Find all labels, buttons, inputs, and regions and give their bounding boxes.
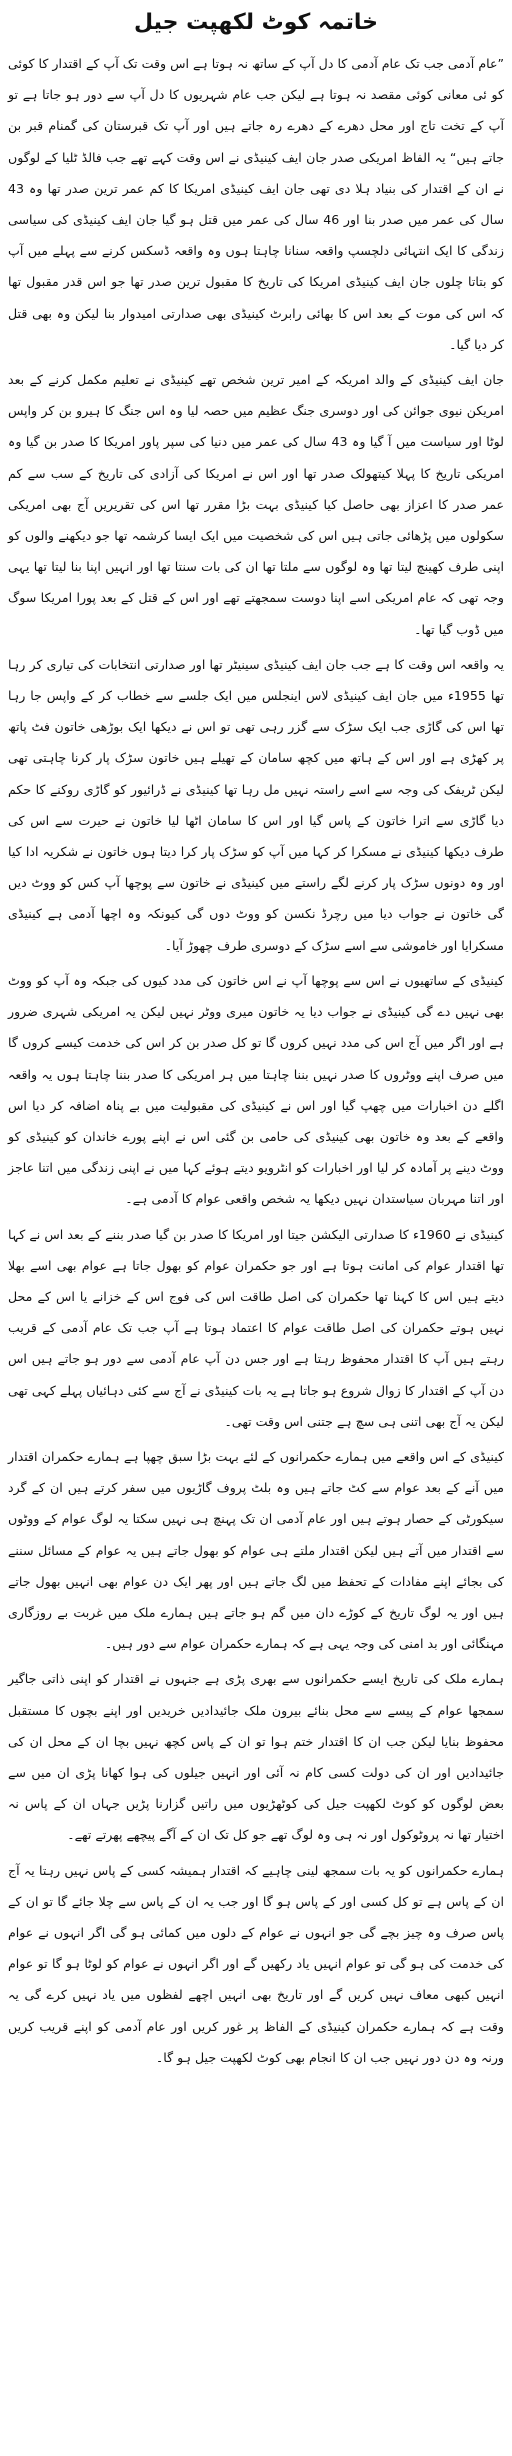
paragraph-4: کینیڈی کے ساتھیوں نے اس سے پوچھا آپ نے اس خاتون کی مدد کیوں کی جبکہ وہ آپ کو ووٹ بھی نہیں دے گی کینیڈی نے جواب دیا یہ خاتون میری ووٹر نہیں لیکن یہ امریکی شہری ضرور ہے اور اگر میں آج اس کی مدد نہیں کروں گا تو کل صدر بن کر اس کی خدمت کیسے کروں گا میں صرف اپنے ووٹروں کا صدر نہیں بننا چاہتا میں ہر امریکی کا صدر بننا چاہتا ہوں یہ واقعہ اگلے دن اخبارات میں چھپ گیا اور اس نے کینیڈی کی مقبولیت میں بے پناہ اضافہ کر دیا اس واقعے کے بعد وہ خاتون بھی کینیڈی کی حامی بن گئی اس نے اپنے پورے خاندان کو کینیڈی کو ووٹ دینے پر آمادہ کر لیا اور اخبارات کو انٹرویو دیتے ہوئے کہا میں نے اپنی زندگی میں اتنا عاجز اور اتنا مہربان سیاستدان نہیں دیکھا یہ شخص واقعی عوام کا آدمی ہے۔ bbox=[8, 972, 504, 1207]
paragraph-6: کینیڈی کے اس واقعے میں ہمارے حکمرانوں کے لئے بہت بڑا سبق چھپا ہے ہمارے حکمران اقتدار میں آنے کے بعد عوام سے کٹ جاتے ہیں وہ بلٹ پروف گاڑیوں میں سفر کرتے ہیں ان کے گرد سیکورٹی کے حصار ہوتے ہیں اور عام آدمی ان تک پہنچ ہی نہیں سکتا یہ لوگ عوام کے ووٹوں سے اقتدار میں آتے ہیں لیکن اقتدار ملتے ہی عوام کو بھول جاتے ہیں یہ عوام کے مسائل سننے کی بجائے اپنے مفادات کے تحفظ میں لگ جاتے ہیں اور پھر ایک دن عوام بھی انہیں بھول جاتے ہیں اور یہ لوگ تاریخ کے کوڑے دان میں گم ہو جاتے ہیں ہمارے ملک میں غربت بے روزگاری مہنگائی اور بد امنی کی وجہ یہی ہے کہ ہمارے حکمران عوام سے دور ہیں۔ bbox=[8, 1448, 504, 1652]
article-body bbox=[8, 48, 504, 2073]
paragraph-8: ہمارے حکمرانوں کو یہ بات سمجھ لینی چاہیے کہ اقتدار ہمیشہ کسی کے پاس نہیں رہتا یہ آج ان کے پاس ہے تو کل کسی اور کے پاس ہو گا اور جب یہ ان کے پاس سے چلا جائے گا تو ان کے پاس صرف وہ چیز بچے گی جو انہوں نے عوام کے دلوں میں کمائی ہو گی اگر انہوں نے عوام کی خدمت کی ہو گی تو عوام انہیں یاد رکھیں گے اور اگر انہوں نے عوام کو لوٹا ہو گا تو عوام انہیں کبھی معاف نہیں کریں گے اور تاریخ بھی انہیں اچھے لفظوں میں یاد نہیں کرے گی یہ وقت ہے کہ ہمارے حکمران کینیڈی کے الفاظ پر غور کریں اور عام آدمی کو اپنے قریب کریں ورنہ وہ دن دور نہیں جب ان کا انجام بھی کوٹ لکھپت جیل ہو گا۔ bbox=[8, 1862, 504, 2065]
paragraph-7: ہمارے ملک کی تاریخ ایسے حکمرانوں سے بھری پڑی ہے جنہوں نے اقتدار کو اپنی ذاتی جاگیر سمجھا عوام کے پیسے سے محل بنائے بیرون ملک جائیدادیں خریدیں اور اپنے بچوں کا مستقبل محفوظ بنایا لیکن جب ان کا اقتدار ختم ہوا تو ان کے پاس کچھ نہیں بچا ان کے محل ان کی جائیدادیں اور ان کی دولت کسی کام نہ آئی اور انہیں جیلوں کی ہوا کھانا پڑی ان میں سے بعض لوگوں کو کوٹ لکھپت جیل کی کوٹھڑیوں میں راتیں گزارنا پڑیں جہاں ان کے پاس نہ اختیار تھا نہ پروٹوکول اور نہ ہی وہ لوگ تھے جو کل تک ان کے آگے پیچھے پھرتے تھے۔ bbox=[8, 1671, 504, 1843]
paragraph-2: جان ایف کینیڈی کے والد امریکہ کے امیر ترین شخص تھے کینیڈی نے تعلیم مکمل کرنے کے بعد امریکن نیوی جوائن کی اور دوسری جنگ عظیم میں حصہ لیا وہ اس جنگ کا ہیرو بن کر واپس لوٹا اور سیاست میں آ گیا وہ 43 سال کی عمر میں دنیا کی سپر پاور امریکا کا صدر بن گیا وہ امریکی تاریخ کا پہلا کیتھولک صدر تھا اور اس نے امریکا کی آزادی کی تاریخ کے سب سے کم عمر صدر کا اعزاز بھی حاصل کیا کینیڈی بہت بڑا مقرر تھا اس کی تقریریں آج بھی امریکی سکولوں میں پڑھائی جاتی ہیں اس کی شخصیت میں ایک ایسا کرشمہ تھا جو دیکھنے والوں کو اپنی طرف کھینچ لیتا تھا وہ لوگوں سے ملتا تھا ان کی بات سنتا تھا اور انہیں اپنا بنا لیتا تھا یہی وجہ تھی کہ عام امریکی اسے اپنا دوست سمجھتے تھے اور اس کے قتل کے بعد پورا امریکا سوگ میں ڈوب گیا تھا۔ bbox=[8, 372, 504, 637]
article-title: خاتمہ کوٹ لکھپت جیل bbox=[133, 10, 378, 35]
paragraph-3: یہ واقعہ اس وقت کا ہے جب جان ایف کینیڈی سینیٹر تھا اور صدارتی انتخابات کی تیاری کر رہا تھا 1955ء میں جان ایف کینیڈی لاس اینجلس میں ایک جلسے سے خطاب کر کے واپس جا رہا تھا اس کی گاڑی جب ایک سڑک سے گزر رہی تھی تو اس نے دیکھا ایک بوڑھی خاتون فٹ پاتھ پر کھڑی ہے اور اس کے ہاتھ میں کچھ سامان کے تھیلے ہیں خاتون سڑک پار کرنا چاہتی تھی لیکن ٹریفک کی وجہ سے اسے راستہ نہیں مل رہا تھا کینیڈی نے ڈرائیور کو گاڑی روکنے کا حکم دیا گاڑی سے اترا خاتون کے پاس گیا اور اس کا سامان اٹھا لیا خاتون نے حیرت سے اس کی طرف دیکھا کینیڈی نے مسکرا کر کہا میں آپ کو سڑک پار کرا دیتا ہوں خاتون نے شکریہ ادا کیا اور وہ دونوں سڑک پار کرنے لگے راستے میں کینیڈی نے خاتون سے پوچھا آپ کس کو ووٹ دیں گی خاتون نے جواب دیا میں رچرڈ نکسن کو ووٹ دوں گی کیونکہ وہ اچھا آدمی ہے کینیڈی مسکرایا اور خاموشی سے اسے سڑک کے دوسری طرف چھوڑ آیا۔ bbox=[8, 656, 504, 953]
paragraph-1: ”عام آدمی جب تک عام آدمی کا دل آپ کے ساتھ نہ ہوتا ہے اس وقت تک آپ کے اقتدار کا کوئی کو ئی معانی کوئی مقصد نہ ہوتا ہے لیکن جب عام شہریوں کا دل آپ سے دور ہو جاتا ہے تو آپ کے تخت تاج اور محل دھرے کے دھرے رہ جاتے ہیں اور آپ تک قبرستان کی گمنام قبر بن جاتے ہیں“ یہ الفاظ امریکی صدر جان ایف کینیڈی نے اس وقت کہے تھے جب فالڈ ٹلیا کے لوگوں نے ان کے اقتدار کی بنیاد ہلا دی تھی جان ایف کینیڈی امریکا کا کم عمر ترین صدر تھا وہ 43 سال کی عمر میں صدر بنا اور 46 سال کی عمر میں قتل ہو گیا جان ایف کینیڈی کی سیاسی زندگی کا ایک انتہائی دلچسپ واقعہ سنانا چاہتا ہوں وہ واقعہ ڈسکس کرنے سے پہلے میں آپ کو بتاتا چلوں جان ایف کینیڈی امریکا کی تاریخ کا مقبول ترین صدر تھا جو اس قدر مقبول تھا کہ اس کی موت کے بعد اس کا بھائی رابرٹ کینیڈی بھی صدارتی امیدوار بنا لیکن وہ بھی قتل کر دیا گیا۔ bbox=[8, 56, 504, 352]
paragraph-5: کینیڈی نے 1960ء کا صدارتی الیکشن جیتا اور امریکا کا صدر بن گیا صدر بننے کے بعد اس نے کہا تھا اقتدار عوام کی امانت ہوتا ہے اور جو حکمران عوام کو بھول جاتا ہے عوام بھی اسے بھلا دیتے ہیں اس کا کہنا تھا حکمران کی اصل طاقت اس کی فوج اس کے خزانے یا اس کے محل نہیں ہوتے حکمران کی اصل طاقت عوام کا اعتماد ہوتا ہے آپ جب تک عام آدمی کے قریب رہتے ہیں آپ کا اقتدار محفوظ رہتا ہے اور جس دن آپ عام آدمی سے دور ہو جاتے ہیں اس دن آپ کے اقتدار کا زوال شروع ہو جاتا ہے یہ بات کینیڈی نے آج سے کئی دہائیاں پہلے کہی تھی لیکن یہ آج بھی اتنی ہی سچ ہے جتنی اس وقت تھی۔ bbox=[8, 1226, 504, 1429]
